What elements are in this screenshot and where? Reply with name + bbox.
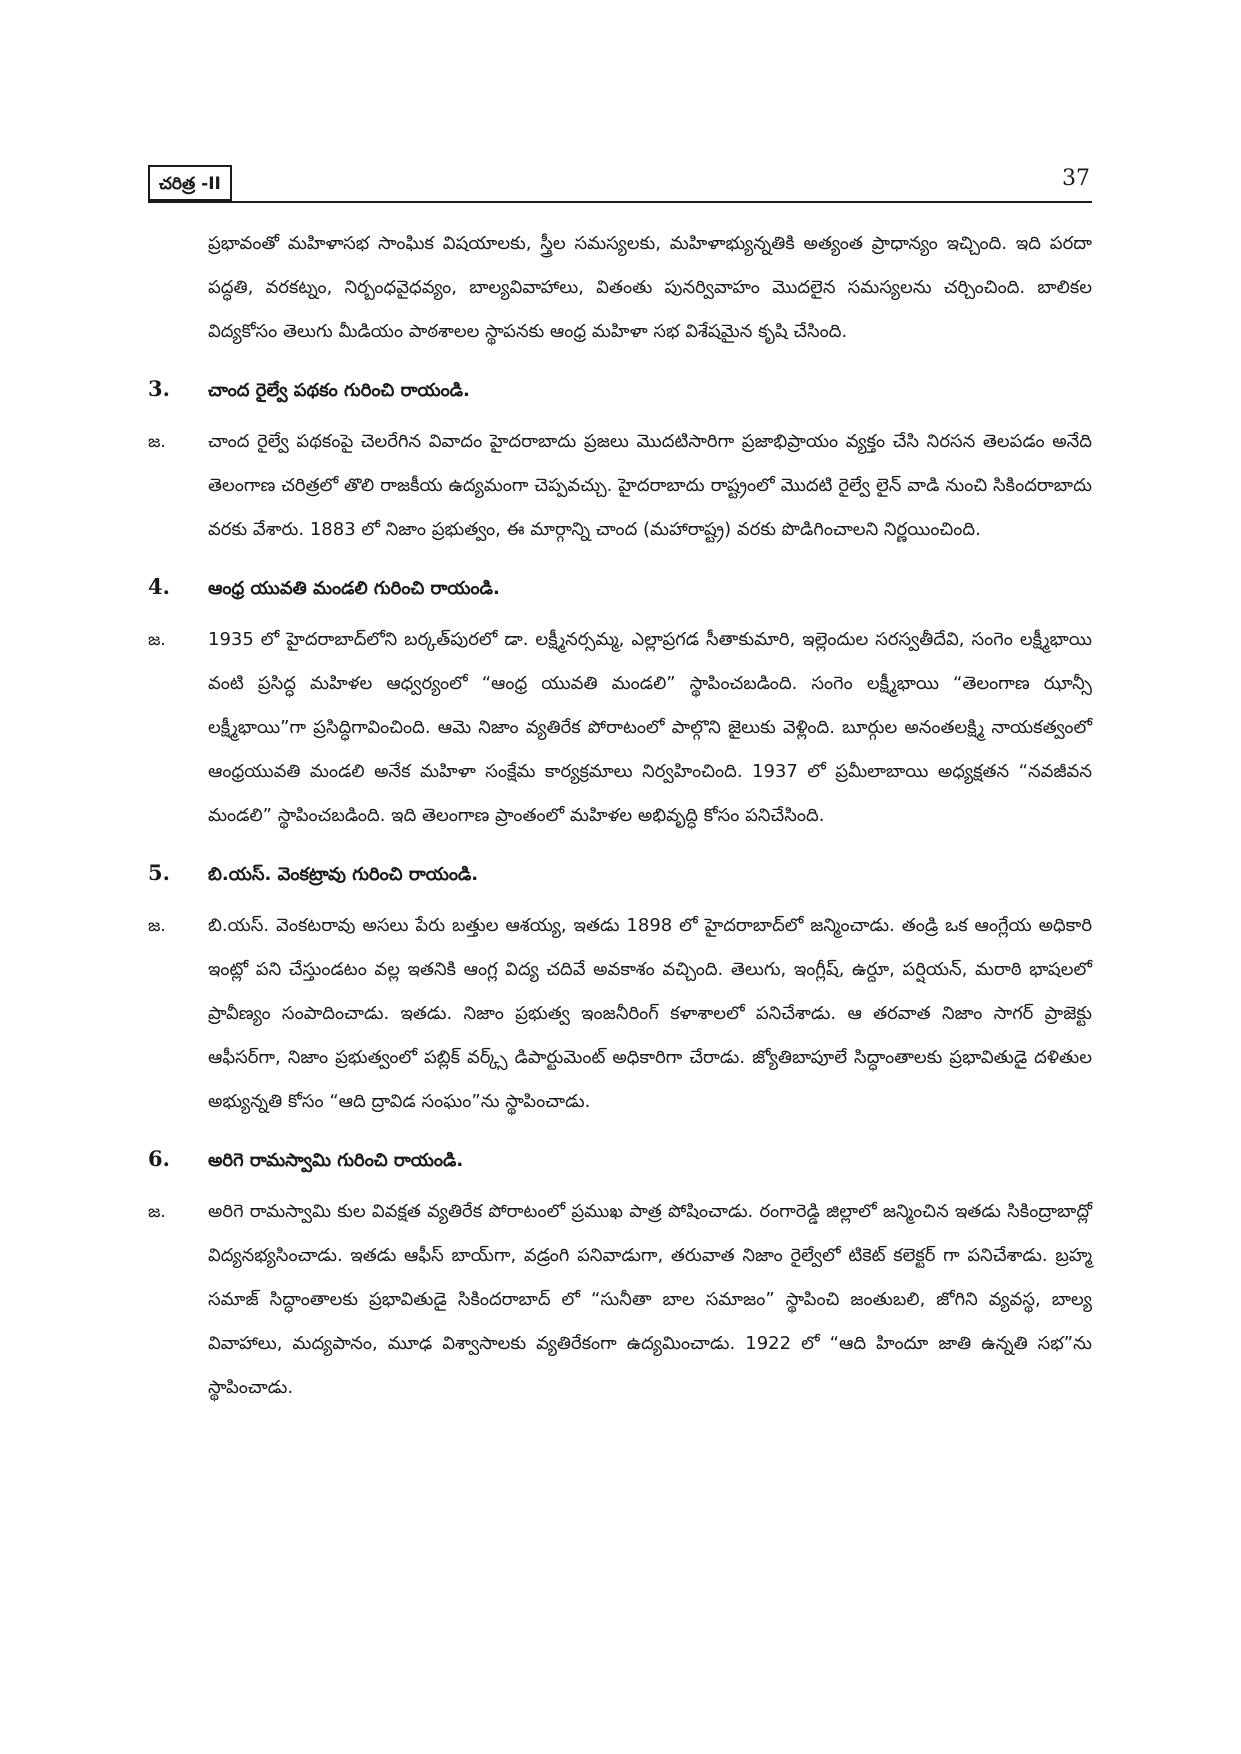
answer-text: చాంద రైల్వే పథకంపై చెలరేగిన వివాదం హైదరాబాదు ప్రజలు మొదటిసారిగా ప్రజాభిప్రాయం వ్యక్తం చేసి నిరసన తెలపడం అనేది తెలంగాణ చరిత్రలో తొలి రాజకీయ ఉద్యమంగా చెప్పవచ్చు. హైదరాబాదు రాష్ట్రంలో మొదటి రైల్వే లైన్ వాడి నుంచి సికిందరాబాదు వరకు వేశారు. 1883 లో నిజాం ప్రభుత్వం, ఈ మార్గాన్ని చాంద (మహారాష్ట్ర) వరకు పొడిగించాలని నిర్ణయించింది. [208,431,1092,540]
answer-text: 1935 లో హైదరాబాద్‌లోని బర్కత్‌పురలో డా. లక్ష్మీనర్సమ్మ, ఎల్లాప్రగడ సీతాకుమారి, ఇల్లెందుల సరస్వతీదేవి, సంగెం లక్ష్మీభాయి వంటి ప్రసిద్ధ మహిళల ఆధ్వర్యంలో “ఆంధ్ర యువతి మండలి” స్థాపించబడింది. సంగెం లక్ష్మీభాయి “తెలంగాణ ఝాన్సీ లక్ష్మీభాయి”గా ప్రసిద్ధిగావించింది. ఆమె నిజాం వ్యతిరేక పోరాటంలో పాల్గొని జైలుకు వెళ్లింది. బూర్గుల అనంతలక్ష్మి నాయకత్వంలో ఆంధ్రయువతి మండలి అనేక మహిళా సంక్షేమ కార్యక్రమాలు నిర్వహించింది. 1937 లో ప్రమీలాబాయి అధ్యక్షతన “నవజీవన మండలి” స్థాపించబడింది. ఇది తెలంగాణ ప్రాంతంలో మహిళల అభివృద్ధి కోసం పనిచేసింది. [208,629,1092,826]
question-text: ఆంధ్ర యువతి మండలి గురించి రాయండి. [208,578,500,599]
question-heading [148,1138,1092,1182]
answer [148,618,1092,838]
page-header [148,163,1092,203]
answer-text: బి.యస్. వెంకటరావు అసలు పేరు బత్తుల ఆశయ్య, ఇతడు 1898 లో హైదరాబాద్‌లో జన్మించాడు. తండ్రి ఒక ఆంగ్లేయ అధికారి ఇంట్లో పని చేస్తుండటం వల్ల ఇతనికి ఆంగ్ల విద్య చదివే అవకాశం వచ్చింది. తెలుగు, ఇంగ్లీష్, ఉర్దూ, పర్షియన్, మరాఠి భాషలలో ప్రావీణ్యం సంపాదించాడు. ఇతడు. నిజాం ప్రభుత్వ ఇంజనీరింగ్ కళాశాలలో పనిచేశాడు. ఆ తరవాత నిజాం సాగర్ ప్రాజెక్టు ఆఫీసర్‌గా, నిజాం ప్రభుత్వంలో పబ్లిక్ వర్క్స్ డిపార్టుమెంట్ అధికారిగా చేరాడు. జ్యోతిబాపూలే సిద్ధాంతాలకు ప్రభావితుడై దళితుల అభ్యున్నతి కోసం “ఆది ద్రావిడ సంఘం”ను స్థాపించాడు. [208,915,1092,1112]
answer-label: జ. [148,916,166,936]
answer [148,904,1092,1124]
question-number: 5. [148,860,170,885]
question-block-6 [148,1138,1092,1410]
question-number: 3. [148,376,170,401]
answer-label: జ. [148,432,166,452]
question-heading [148,852,1092,896]
answer-label: జ. [148,1202,166,1222]
question-number: 6. [148,1146,170,1171]
subject-label: చరిత్ర -II [148,165,232,201]
question-heading [148,368,1092,412]
page-content [148,222,1092,1410]
answer-text: అరిగె రామస్వామి కుల వివక్షత వ్యతిరేక పోరాటంలో ప్రముఖ పాత్ర పోషించాడు. రంగారెడ్డి జిల్లాలో జన్మించిన ఇతడు సికింద్రాబాద్లో విద్యనభ్యసించాడు. ఇతడు ఆఫీస్ బాయ్‌గా, వడ్రంగి పనివాడుగా, తరువాత నిజాం రైల్వేలో టికెట్ కలెక్టర్ గా పనిచేశాడు. బ్రహ్మ సమాజ్ సిద్ధాంతాలకు ప్రభావితుడై సికిందరాబాద్ లో “సునీతా బాల సమాజం” స్థాపించి జంతుబలి, జోగిని వ్యవస్థ, బాల్య వివాహాలు, మద్యపానం, మూఢ విశ్వాసాలకు వ్యతిరేకంగా ఉద్యమించాడు. 1922 లో “ఆది హిందూ జాతి ఉన్నతి సభ”ను స్థాపించాడు. [208,1201,1092,1398]
question-text: బి.యస్. వెంకట్రావు గురించి రాయండి. [208,864,479,885]
question-block-4 [148,566,1092,838]
intro-paragraph: ప్రభావంతో మహిళాసభ సాంఘిక విషయాలకు, స్త్రీల సమస్యలకు, మహిళాభ్యున్నతికి అత్యంత ప్రాధాన్యం ఇచ్చింది. ఇది పరదా పద్ధతి, వరకట్నం, నిర్బంధవైధవ్యం, బాల్యవివాహాలు, వితంతు పునర్వివాహం మొదలైన సమస్యలను చర్చించింది. బాలికల విద్యకోసం తెలుగు మీడియం పాఠశాలల స్థాపనకు ఆంధ్ర మహిళా సభ విశేషమైన కృషి చేసింది. [208,233,1092,342]
answer [148,420,1092,552]
question-text: అరిగె రామస్వామి గురించి రాయండి. [208,1150,464,1171]
question-heading [148,566,1092,610]
question-block-3 [148,368,1092,552]
question-block-5 [148,852,1092,1124]
answer [148,1190,1092,1410]
page-number: 37 [1062,166,1090,191]
question-text: చాంద రైల్వే పథకం గురించి రాయండి. [208,380,470,401]
answer-label: జ. [148,630,166,650]
question-number: 4. [148,574,170,599]
